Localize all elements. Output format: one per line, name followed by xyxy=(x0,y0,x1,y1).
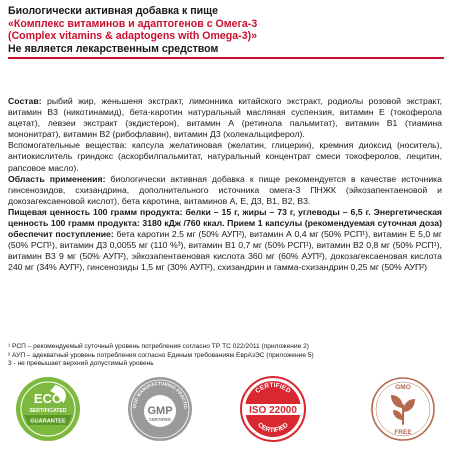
product-header xyxy=(8,5,444,55)
iso-badge-bottom: CERTIFIED xyxy=(256,421,290,435)
gmo-badge-bottom: FREE xyxy=(394,429,412,436)
composition-text: рыбий жир, женьшеня экстракт, лимонника китайского экстракт, родиолы розовой экстракт, витамин В3 (никотинамид), бета-каротин натуральный масляная суспензия, витамин Е (токоферола ацетат), левзеи экстракт (экдистерон), витамин А (ретинола пальмитат), витамин В1 (тиамина мононитрат), витамин В2 (рибофлавин), витамин Д3 (холекальциферол). xyxy=(8,96,442,140)
gmp-badge-icon xyxy=(126,375,194,443)
iso-badge-icon xyxy=(239,375,307,443)
gmo-free-badge xyxy=(369,375,437,443)
footnote-3: 3 - не превышает верхний допустимый уровень xyxy=(8,360,154,368)
composition-label: Состав: xyxy=(8,96,42,106)
header-line-3: (Complex vitamins & adaptogens with Omega-3)» xyxy=(8,30,257,42)
gmp-badge-title: GMP xyxy=(147,405,173,417)
gmp-badge-ring: OOD MANUFACTURING PRACTIC xyxy=(131,380,189,410)
auxiliary-paragraph: Вспомогательные вещества: капсула желатиновая (желатин, глицерин), кремния диоксид (носитель), антиокислитель гриндокс (аскорбилпальмитат, натуральный концентрат смеси токоферолов, лецитин, рапсовое масло). xyxy=(8,140,442,173)
footnotes xyxy=(8,343,444,369)
application-text: биологически активная добавка к пище рекомендуется в качестве источника гинсенозидов, схизандрина, дополнительного источника омега-3 ПНЖК (эйкозапентаеновой и докозагексаеновой кислот), бета каротина, витаминов А, Е, Д3, В1, В2, В3. xyxy=(8,173,442,206)
composition-paragraph xyxy=(8,96,442,140)
footnote-2: ² АУП – адекватный уровень потребления согласно Единым требованиям ЕврАзЭС (приложение 5) xyxy=(8,351,314,359)
header-line-1: Биологически активная добавка к пище xyxy=(8,5,218,17)
application-paragraph xyxy=(8,174,442,207)
header-line-4: Не является лекарственным средством xyxy=(8,42,219,55)
gmp-certified-badge xyxy=(126,375,194,443)
product-description xyxy=(8,96,442,274)
eco-badge-icon xyxy=(14,375,82,443)
eco-badge-title: ECO xyxy=(33,391,63,406)
eco-badge-subtitle: SERTIFICATED xyxy=(29,408,67,414)
gmo-free-leaf-icon xyxy=(369,375,437,443)
eco-badge-guarantee: GUARANTEE xyxy=(30,418,66,425)
iso-badge-title: ISO 22000 xyxy=(249,405,297,416)
nutrition-label: Пищевая ценность 100 грамм продукта: белки – 15 г, жиры – 73 г, углеводы – 6,5 г. Энергетическая ценность 100 грамм продукта: 3180 кДж /760 ккал. Прием 1 капсулы (рекомендуемая суточная доза) обеспечит поступление: xyxy=(8,206,442,240)
footnote-1: ¹ РСП – рекомендуемый суточный уровень потребления согласно ТР ТС 022/2011 (приложение 2) xyxy=(8,343,309,350)
application-label: Область применения: xyxy=(8,173,106,184)
gmp-badge-subtitle: CERTIFIED xyxy=(148,417,172,422)
gmo-badge-top: GMO xyxy=(395,384,411,391)
header-line-2: «Комплекс витаминов и адаптогенов с Омега-3 xyxy=(8,17,258,30)
nutrition-text: бета каротин 2,5 мг (50% АУП²), витамин А 0,4 мг (50% РСП¹), витамин Е 5,0 мг (50% РСП¹), витамин Д3 0,0055 мг (110 %³), витамин В1 0,7 мг (50% РСП¹), витамин В2 0,8 мг (50% РСП¹), витамин В3 9 мг (50% АУП²), эйкозапентаеновая кислота 360 мг (60% АУП²), докозагексаеновая кислота 240 мг (34% АУП²), гинсенозиды 1,5 мг (30% АУП²), схизандрин и гамма-схизандрин 0,25 мг (50% АУП²) xyxy=(8,229,442,273)
iso-badge-top: CERTIFIED xyxy=(254,381,292,395)
iso-22000-badge xyxy=(239,375,307,443)
header-divider xyxy=(8,57,444,59)
eco-certified-badge xyxy=(14,375,82,443)
nutrition-paragraph xyxy=(8,207,442,274)
